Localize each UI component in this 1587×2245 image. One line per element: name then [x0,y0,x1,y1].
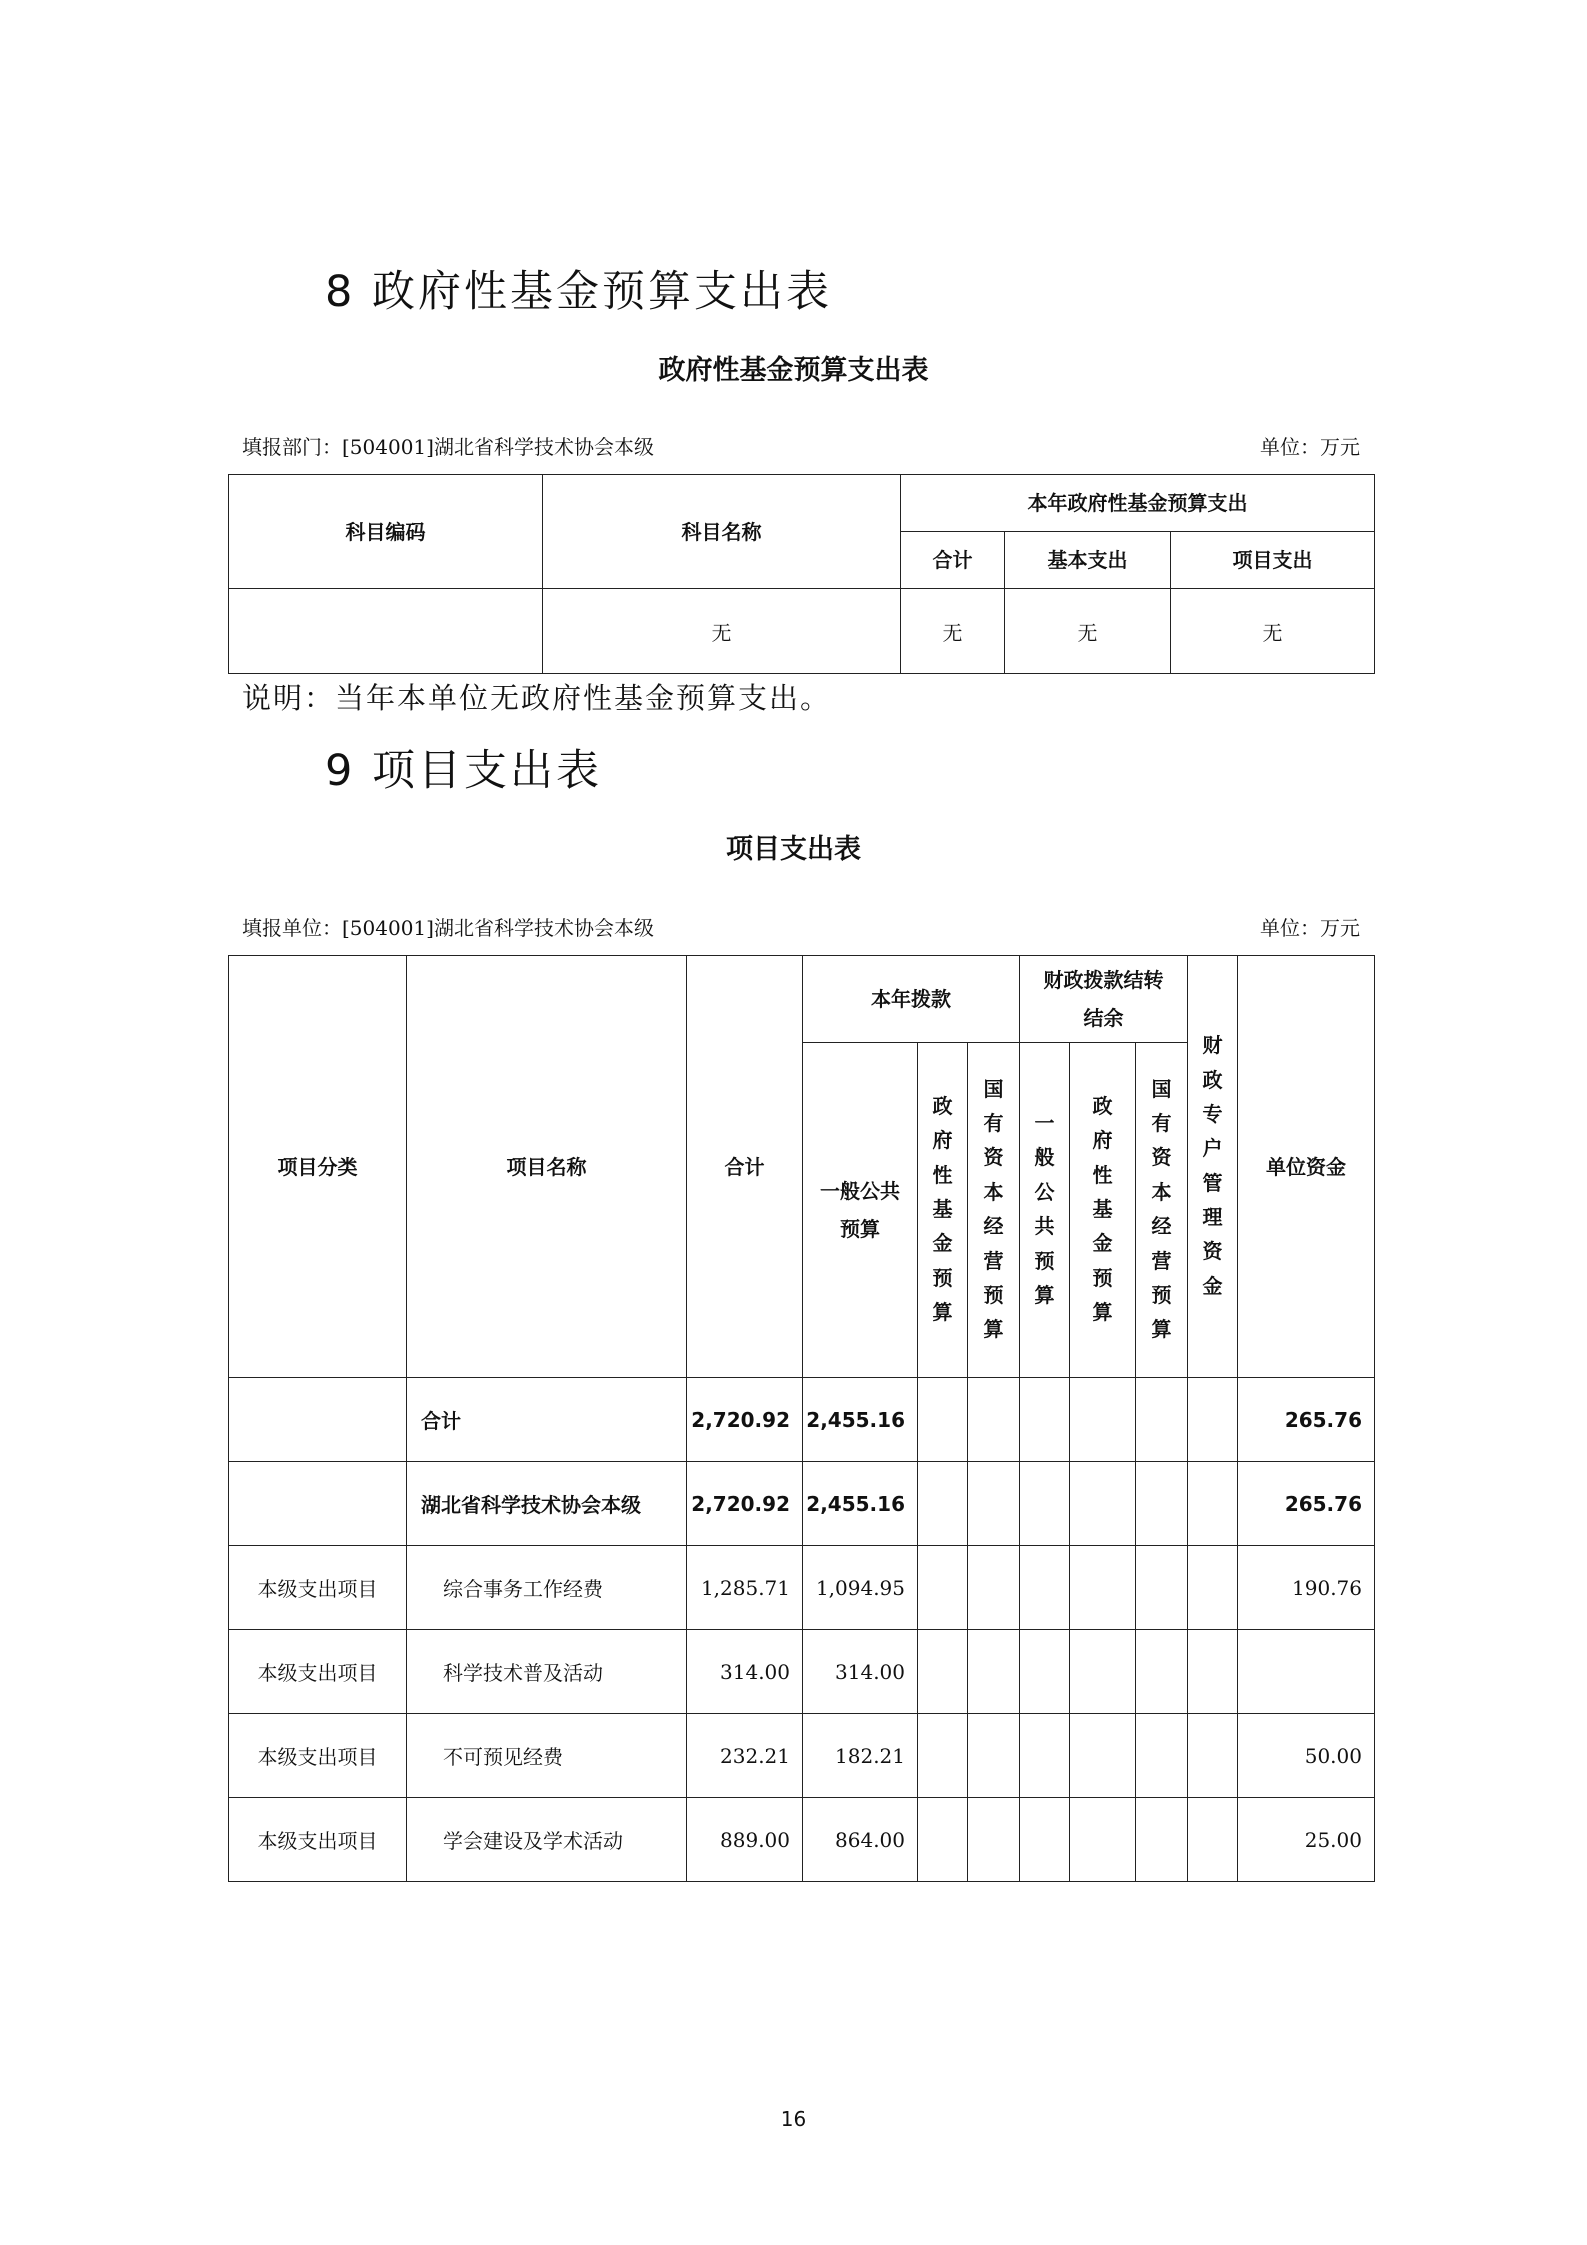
cell-unit: 265.76 [1238,1378,1375,1462]
cell-empty [1020,1546,1070,1630]
cell-empty [1070,1546,1136,1630]
cell-general: 864.00 [803,1798,918,1882]
cell-unit: 50.00 [1238,1714,1375,1798]
cell-empty [1020,1630,1070,1714]
cell-empty [918,1630,968,1714]
cell-name: 合计 [407,1378,687,1462]
cell-category: 本级支出项目 [229,1630,407,1714]
project-expenditure-table [228,955,1375,1882]
table-row [229,1462,1375,1546]
cell-general: 2,455.16 [803,1378,918,1462]
cell-unit: 190.76 [1238,1546,1375,1630]
page-number: 16 [780,2107,807,2131]
cell-category: 本级支出项目 [229,1546,407,1630]
cell-empty [1070,1714,1136,1798]
cell-name: 无 [543,589,901,674]
cell-total: 2,720.92 [687,1378,803,1462]
section-8-heading: 8 政府性基金预算支出表 [325,267,833,317]
cell-empty [1188,1546,1238,1630]
header-total: 合计 [901,532,1005,589]
cell-empty [1020,1798,1070,1882]
section-8-note: 说明：当年本单位无政府性基金预算支出。 [242,681,832,715]
cell-total: 2,720.92 [687,1462,803,1546]
cell-empty [1136,1462,1188,1546]
header-state-capital: 国有资本经营预算 [968,1043,1020,1378]
cell-empty [968,1378,1020,1462]
header-name: 项目名称 [407,956,687,1378]
cell-empty [918,1462,968,1546]
header-project: 项目支出 [1171,532,1375,589]
table-row [229,1630,1375,1714]
cell-total: 232.21 [687,1714,803,1798]
table-row [229,1714,1375,1798]
cell-category: 本级支出项目 [229,1798,407,1882]
cell-empty [968,1546,1020,1630]
cell-total: 1,285.71 [687,1546,803,1630]
cell-empty [1020,1714,1070,1798]
cell-empty [1020,1378,1070,1462]
header-unit-funds: 单位资金 [1238,956,1375,1378]
header-name: 科目名称 [543,475,901,589]
cell-general: 1,094.95 [803,1546,918,1630]
table-row [229,1378,1375,1462]
header-gov-fund: 政府性基金预算 [918,1043,968,1378]
cell-empty [1136,1798,1188,1882]
header-co-general: 一般公共预算 [1020,1043,1070,1378]
cell-empty [1188,1798,1238,1882]
section-8-unit-label: 单位：万元 [1260,435,1360,459]
cell-empty [1070,1630,1136,1714]
cell-name: 综合事务工作经费 [407,1546,687,1630]
header-special-mgmt: 财政专户管理资金 [1188,956,1238,1378]
table-row [229,1798,1375,1882]
cell-name: 湖北省科学技术协会本级 [407,1462,687,1546]
cell-category: 本级支出项目 [229,1714,407,1798]
section-9-unit-label: 单位：万元 [1260,916,1360,940]
gov-fund-expenditure-table [228,474,1375,674]
cell-empty [918,1798,968,1882]
cell-name: 科学技术普及活动 [407,1630,687,1714]
header-co-state-capital: 国有资本经营预算 [1136,1043,1188,1378]
cell-unit [1238,1630,1375,1714]
cell-basic: 无 [1005,589,1171,674]
cell-unit: 25.00 [1238,1798,1375,1882]
cell-general: 182.21 [803,1714,918,1798]
header-general-budget: 一般公共预算 [803,1043,918,1378]
header-total: 合计 [687,956,803,1378]
cell-category [229,1378,407,1462]
header-current-year: 本年拨款 [803,956,1020,1043]
cell-empty [1188,1378,1238,1462]
cell-name: 学会建设及学术活动 [407,1798,687,1882]
cell-empty [918,1714,968,1798]
cell-empty [968,1798,1020,1882]
cell-empty [968,1714,1020,1798]
cell-empty [1136,1378,1188,1462]
cell-code [229,589,543,674]
cell-general: 2,455.16 [803,1462,918,1546]
cell-empty [1070,1798,1136,1882]
cell-empty [1070,1462,1136,1546]
cell-empty [1188,1462,1238,1546]
cell-name: 不可预见经费 [407,1714,687,1798]
cell-empty [1136,1546,1188,1630]
header-category: 项目分类 [229,956,407,1378]
header-group: 本年政府性基金预算支出 [901,475,1375,532]
cell-total: 889.00 [687,1798,803,1882]
cell-project: 无 [1171,589,1375,674]
cell-empty [918,1378,968,1462]
header-co-gov-fund: 政府性基金预算 [1070,1043,1136,1378]
cell-empty [1136,1630,1188,1714]
cell-total: 314.00 [687,1630,803,1714]
section-9-table-title: 项目支出表 [726,834,861,865]
cell-general: 314.00 [803,1630,918,1714]
cell-category [229,1462,407,1546]
cell-empty [968,1462,1020,1546]
section-9-dept-label: 填报单位：[504001]湖北省科学技术协会本级 [242,916,654,940]
header-code: 科目编码 [229,475,543,589]
cell-total: 无 [901,589,1005,674]
cell-empty [1136,1714,1188,1798]
section-8-table-title: 政府性基金预算支出表 [658,355,929,386]
cell-empty [1188,1630,1238,1714]
header-carryover: 财政拨款结转结余 [1020,956,1188,1043]
table-row [229,589,1375,674]
cell-empty [1070,1378,1136,1462]
section-9-heading: 9 项目支出表 [325,746,603,796]
cell-empty [1188,1714,1238,1798]
cell-empty [918,1546,968,1630]
cell-empty [968,1630,1020,1714]
cell-unit: 265.76 [1238,1462,1375,1546]
cell-empty [1020,1462,1070,1546]
table-row [229,1546,1375,1630]
section-8-dept-label: 填报部门：[504001]湖北省科学技术协会本级 [242,435,654,459]
header-basic: 基本支出 [1005,532,1171,589]
